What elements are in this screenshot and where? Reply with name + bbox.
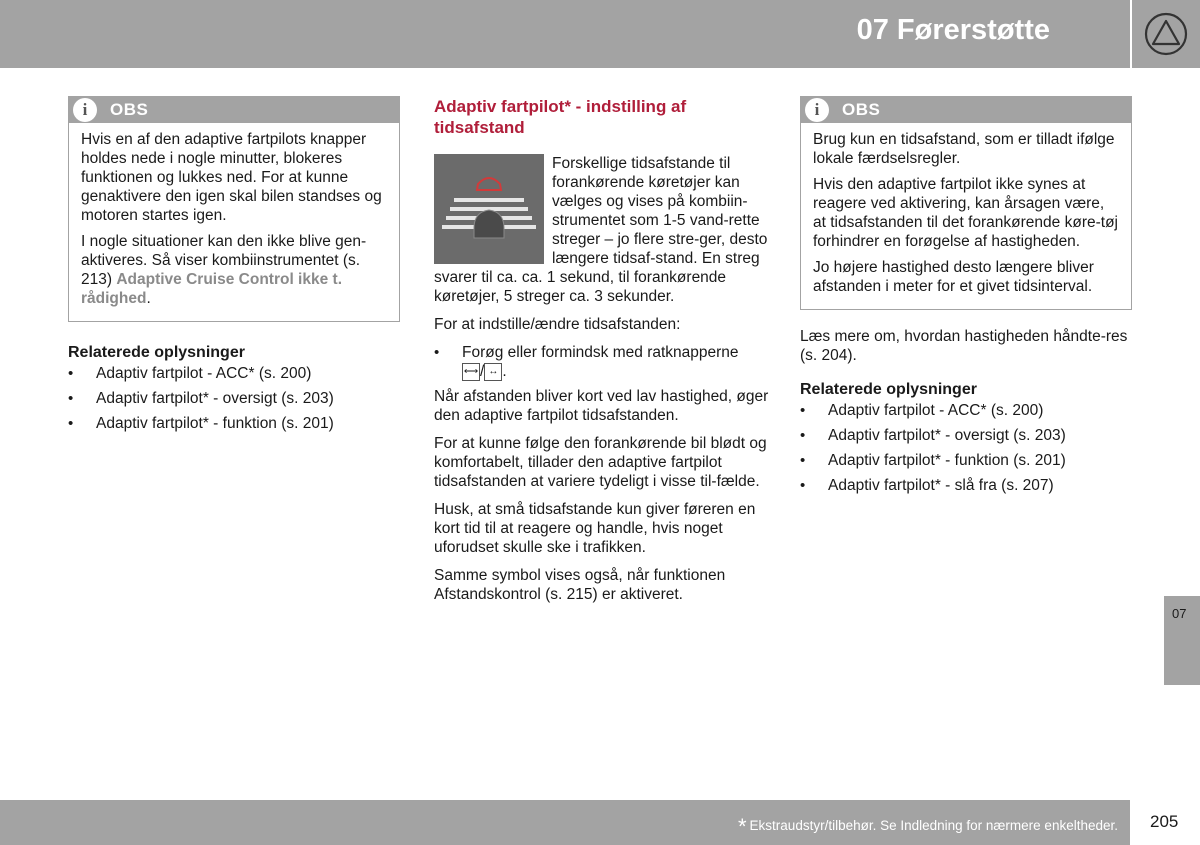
obs-note — [800, 96, 1132, 310]
warning-triangle-icon — [1144, 12, 1188, 56]
instruction-text: Forøg eller formindsk med ratknapperne — [462, 344, 739, 361]
chapter-title: 07 Førerstøtte — [856, 14, 1050, 46]
obs-paragraph: Jo højere hastighed desto længere bliver afstanden i meter for et givet tidsinterval. — [813, 259, 1094, 295]
page-number: 205 — [1150, 812, 1179, 831]
steering-wheel-button-icon: ↔ — [484, 363, 502, 381]
column-middle — [434, 96, 769, 613]
related-link[interactable]: • Adaptiv fartpilot - ACC* (s. 200) — [68, 364, 400, 383]
column-left — [68, 96, 400, 439]
instruction-item: • Forøg eller formindsk med ratknapperne ⟷ / ↔ . — [434, 343, 769, 381]
related-info-heading: Relaterede oplysninger — [68, 344, 245, 361]
footnote — [738, 814, 1118, 840]
related-link[interactable]: • Adaptiv fartpilot* - funktion (s. 201) — [800, 451, 1132, 470]
body-paragraph: Samme symbol vises også, når funktionen Afstandskontrol (s. 215) er aktiveret. — [434, 567, 726, 603]
intro-paragraph: Forskellige tidsafstande til forankørende køretøjer kan vælges og vises på kombiin-strumentet som 1-5 vand-rette streger – jo flere stre-ger, desto længere tidsaf-stand. En streg svarer til ca. ca. 1 sekund, til forankørende køretøjer, 5 streger ca. 3 sekunder. — [434, 155, 768, 305]
page-footer — [0, 800, 1130, 845]
related-list — [68, 364, 400, 433]
obs-paragraph: Brug kun en tidsafstand, som er tilladt ifølge lokale færdselsregler. — [813, 131, 1115, 167]
display-message: Adaptive Cruise Control ikke t. rådighed — [81, 271, 343, 307]
obs-label: OBS — [842, 100, 881, 119]
distance-display-illustration — [434, 154, 544, 264]
obs-paragraph: Hvis en af den adaptive fartpilots knapper holdes nede i nogle minutter, blokeres funktionen og lukkes ned. For at kunne genaktivere den igen skal bilen standses og motoren startes igen. — [81, 131, 382, 224]
obs-paragraph — [81, 232, 389, 308]
instruction-lead: For at indstille/ændre tidsafstanden: — [434, 316, 681, 333]
instruction-list — [434, 343, 769, 381]
obs-text: . — [146, 290, 151, 307]
body-paragraph: Når afstanden bliver kort ved lav hastighed, øger den adaptive fartpilot tidsafstanden. — [434, 388, 769, 424]
body-paragraph: For at kunne følge den forankørende bil blødt og komfortabelt, tillader den adaptive fartpilot tidsafstanden at variere tydeligt i visse til-fælde. — [434, 435, 767, 490]
info-icon: i — [73, 98, 97, 122]
section-heading: Adaptiv fartpilot* - indstilling af tidsafstand — [434, 97, 687, 137]
instruction-text: . — [502, 363, 507, 380]
obs-paragraph: Hvis den adaptive fartpilot ikke synes at reagere ved aktivering, kan årsagen være, at tidsafstanden til det forankørende køre-tøj forhindrer en forøgelse af hastigheden. — [813, 176, 1118, 250]
obs-note — [68, 96, 400, 322]
steering-wheel-button-icon: ⟷ — [462, 363, 480, 381]
related-info-heading: Relaterede oplysninger — [800, 381, 977, 398]
obs-note-header — [69, 97, 399, 123]
footnote-text: Ekstraudstyr/tilbehør. Se Indledning for nærmere enkeltheder. — [749, 818, 1118, 833]
obs-note-header — [801, 97, 1131, 123]
column-right — [800, 96, 1132, 501]
related-link[interactable]: • Adaptiv fartpilot - ACC* (s. 200) — [800, 401, 1132, 420]
body-paragraph: Husk, at små tidsafstande kun giver føreren en kort tid til at reagere og handle, hvis noget uforudset skulle ske i trafikken. — [434, 501, 756, 556]
related-link[interactable]: • Adaptiv fartpilot* - slå fra (s. 207) — [800, 476, 1132, 495]
related-list — [800, 401, 1132, 495]
side-tab-label: 07 — [1172, 606, 1187, 621]
related-link[interactable]: • Adaptiv fartpilot* - oversigt (s. 203) — [800, 426, 1132, 445]
obs-label: OBS — [110, 100, 149, 119]
footnote-asterisk: * — [737, 814, 747, 839]
chapter-header — [0, 0, 1130, 68]
info-icon: i — [805, 98, 829, 122]
chapter-side-tab[interactable] — [1164, 596, 1200, 685]
related-link[interactable]: • Adaptiv fartpilot* - oversigt (s. 203) — [68, 389, 400, 408]
related-link[interactable]: • Adaptiv fartpilot* - funktion (s. 201) — [68, 414, 400, 433]
obs-text: I nogle situationer kan den ikke blive gen-aktiveres. Så viser kombiinstrumentet (s. 213) — [81, 233, 367, 288]
obs-note-body — [69, 123, 399, 321]
obs-note-body — [801, 123, 1131, 309]
chapter-icon-box — [1132, 0, 1200, 68]
body-paragraph: Læs mere om, hvordan hastigheden håndte-res (s. 204). — [800, 328, 1128, 364]
